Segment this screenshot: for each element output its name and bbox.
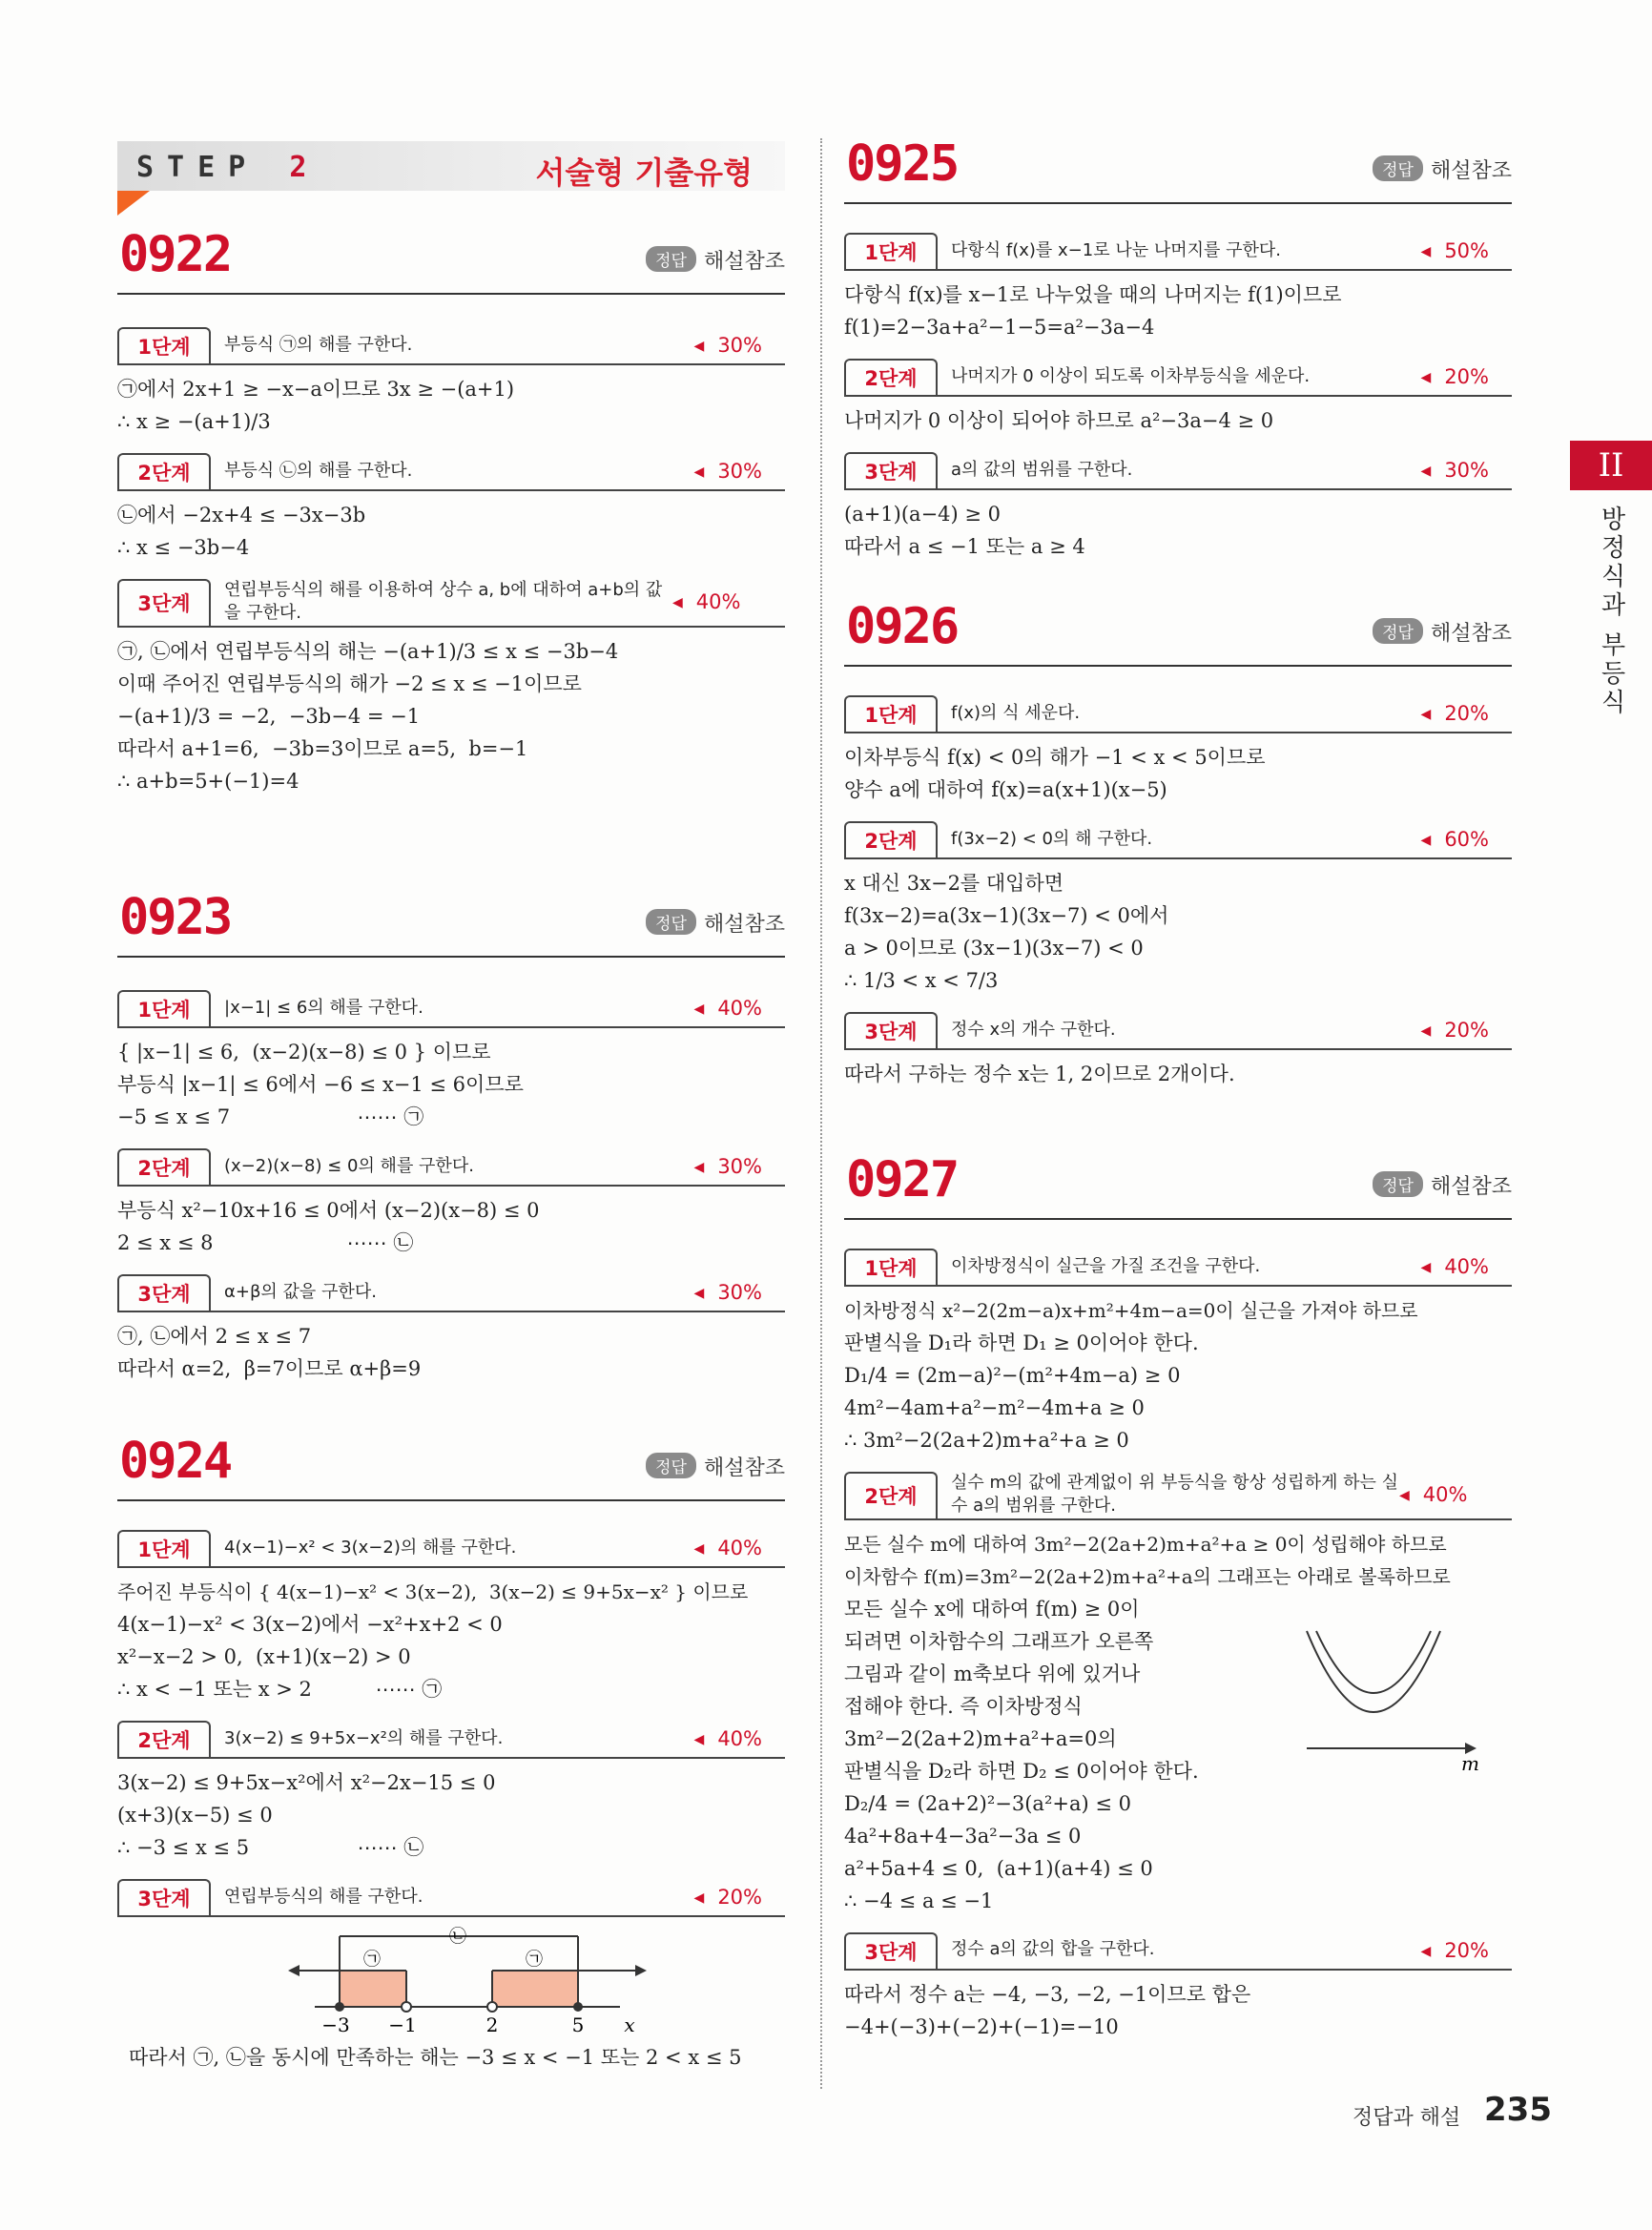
stage-description: 정수 x의 개수 구한다.: [951, 1019, 1116, 1040]
solution-lines: [844, 498, 1512, 563]
answer-reference: 정답 해설참조: [646, 245, 785, 275]
stage-percent: ◀ 40%: [672, 590, 763, 613]
solution-line: 판별식을 D₂라 하면 D₂ ≤ 0이어야 한다.: [844, 1759, 1199, 1783]
solution-line: a²+5a+4 ≤ 0, (a+1)(a+4) ≤ 0: [844, 1856, 1153, 1880]
step-label: STEP 2: [136, 151, 320, 184]
problem-0922: [117, 224, 785, 797]
axis-label: m: [1461, 1752, 1479, 1774]
answer-reference: 정답 해설참조: [646, 908, 785, 938]
problem-number: 0925: [846, 135, 959, 193]
stage-percent: ◀ 40%: [694, 1727, 785, 1750]
stage-percent: ◀ 60%: [1421, 828, 1512, 851]
section-tab: II: [1570, 441, 1652, 490]
stage-label: 2단계: [844, 1472, 938, 1518]
banner-corner-triangle: [117, 191, 150, 216]
problem-number: 0926: [846, 598, 959, 655]
tick-label: −1: [388, 2013, 417, 2036]
stage-description: f(3x−2) < 0의 해 구한다.: [951, 828, 1153, 849]
stage-description: a의 값의 범위를 구한다.: [951, 459, 1133, 480]
solution-line: 따라서 정수 a는 −4, −3, −2, −1이므로 합은: [844, 1982, 1251, 2006]
solution-line: −(a+1)/3 = −2, −3b−4 = −1: [117, 704, 421, 728]
solution-line: { |x−1| ≤ 6, (x−2)(x−8) ≤ 0 } 이므로: [117, 1041, 491, 1063]
problem-0924: [117, 1431, 785, 1917]
solution-lines: [117, 1766, 785, 1864]
problem-number: 0927: [846, 1151, 959, 1208]
solution-line: 접해야 한다. 즉 이차방정식: [844, 1694, 1083, 1718]
solution-line: x²−x−2 > 0, (x+1)(x−2) > 0: [117, 1645, 411, 1668]
stage-label: 1단계: [117, 990, 211, 1026]
problem-0925: [844, 134, 1512, 563]
solution-line: 나머지가 0 이상이 되어야 하므로 a²−3a−4 ≥ 0: [844, 409, 1274, 432]
stage-description: 연립부등식의 해를 이용하여 상수 a, b에 대하여 a+b의 값을 구한다.: [224, 580, 663, 624]
solution-line: (a+1)(a−4) ≥ 0: [844, 503, 1002, 526]
stage-description: 부등식 ㉠의 해를 구한다.: [224, 334, 413, 355]
footer-label: 정답과 해설: [1353, 2106, 1461, 2130]
stage-label: 2단계: [117, 1721, 211, 1757]
solution-line: 부등식 |x−1| ≤ 6에서 −6 ≤ x−1 ≤ 6이므로: [117, 1073, 524, 1096]
solution-line: 이차함수 f(m)=3m²−2(2a+2)m+a²+a의 그래프는 아래로 볼록하므로: [844, 1564, 1451, 1588]
solution-line: 주어진 부등식이 { 4(x−1)−x² < 3(x−2), 3(x−2) ≤ 9+5x−x² } 이므로: [117, 1580, 749, 1603]
stage-percent: ◀ 20%: [1421, 702, 1512, 725]
solution-line: ㉡에서 −2x+4 ≤ −3x−3b: [117, 504, 366, 527]
step-row: [844, 452, 1512, 490]
stage-label: 2단계: [844, 821, 938, 857]
solution-line: ∴ x ≥ −(a+1)/3: [117, 410, 271, 433]
answer-badge: 정답: [646, 909, 696, 935]
solution-lines: [844, 1294, 1512, 1456]
answer-reference: 정답 해설참조: [1373, 1170, 1512, 1200]
mark-2: ㉡: [449, 1927, 466, 1947]
solution-line: −5 ≤ x ≤ 7 ⋯⋯ ㉠: [117, 1105, 424, 1128]
stage-description: 나머지가 0 이상이 되도록 이차부등식을 세운다.: [951, 365, 1311, 386]
solution-lines: [117, 499, 785, 564]
stage-description: 연립부등식의 해를 구한다.: [224, 1886, 423, 1907]
solution-line: 3(x−2) ≤ 9+5x−x²에서 x²−2x−15 ≤ 0: [117, 1771, 496, 1794]
solution-line: 이차부등식 f(x) < 0의 해가 −1 < x < 5이므로: [844, 746, 1266, 769]
solution-line: ∴ x < −1 또는 x > 2 ⋯⋯ ㉠: [117, 1678, 443, 1701]
stage-percent: ◀ 40%: [1399, 1483, 1490, 1506]
stage-percent: ◀ 40%: [694, 997, 785, 1020]
stage-label: 1단계: [844, 233, 938, 269]
solution-line: ㉠, ㉡에서 연립부등식의 해는 −(a+1)/3 ≤ x ≤ −3b−4: [117, 639, 619, 663]
stage-description: |x−1| ≤ 6의 해를 구한다.: [224, 997, 423, 1018]
solution-line: 판별식을 D₁라 하면 D₁ ≥ 0이어야 한다.: [844, 1332, 1199, 1354]
problem-header: [844, 134, 1512, 204]
solution-lines: [844, 279, 1512, 343]
answer-badge: 정답: [646, 1453, 696, 1478]
problem-0926: [844, 596, 1512, 1090]
solution-lines: [844, 741, 1512, 806]
stage-percent: ◀ 20%: [1421, 365, 1512, 388]
stage-description: 실수 m의 값에 관계없이 위 부등식을 항상 성립하게 하는 실수 a의 범위를 구한다.: [951, 1473, 1398, 1517]
mark-1-left: ㉠: [363, 1950, 381, 1970]
solution-line: f(3x−2)=a(3x−1)(3x−7) < 0에서: [844, 904, 1169, 927]
solution-line: ∴ a+b=5+(−1)=4: [117, 769, 299, 793]
solution-line: 따라서 a+1=6, −3b=3이므로 a=5, b=−1: [117, 736, 528, 760]
stage-percent: ◀ 30%: [694, 1281, 785, 1304]
answer-badge: 정답: [1373, 1171, 1423, 1197]
stage-label: 1단계: [844, 1249, 938, 1285]
problem-header: [844, 1149, 1512, 1220]
stage-percent: ◀ 20%: [1421, 1939, 1512, 1962]
solution-line: a > 0이므로 (3x−1)(3x−7) < 0: [844, 937, 1144, 960]
stage-percent: ◀ 20%: [694, 1886, 785, 1909]
stage-label: 1단계: [117, 1530, 211, 1566]
tick-label: 2: [485, 2013, 499, 2036]
step-row: [117, 1879, 785, 1917]
stage-label: 2단계: [117, 453, 211, 489]
stage-percent: ◀ 30%: [694, 1155, 785, 1178]
stage-description: f(x)의 식 세운다.: [951, 702, 1081, 723]
stage-label: 3단계: [117, 1879, 211, 1915]
stage-percent: ◀ 20%: [1421, 1019, 1512, 1042]
parabola-figure: [1297, 1621, 1488, 1774]
step-row: [844, 1249, 1512, 1287]
solution-lines: [844, 404, 1512, 437]
solution-line: ∴ 1/3 < x < 7/3: [844, 969, 999, 992]
answer-badge: 정답: [1373, 155, 1423, 181]
solution-line: 따라서 구하는 정수 x는 1, 2이므로 2개이다.: [844, 1063, 1235, 1085]
number-line-figure: [277, 1927, 658, 2041]
problem-header: [117, 887, 785, 958]
tick-label: 5: [571, 2013, 585, 2036]
column-divider: [820, 138, 822, 2089]
stage-description: 3(x−2) ≤ 9+5x−x²의 해를 구한다.: [224, 1727, 504, 1748]
answer-badge: 정답: [1373, 618, 1423, 644]
answer-reference: 정답 해설참조: [1373, 155, 1512, 184]
solution-line: f(1)=2−3a+a²−1−5=a²−3a−4: [844, 316, 1155, 339]
stage-description: α+β의 값을 구한다.: [224, 1281, 377, 1302]
step-row: [117, 1530, 785, 1568]
solution-line: 모든 실수 m에 대하여 3m²−2(2a+2)m+a²+a ≥ 0이 성립해야 하므로: [844, 1532, 1447, 1556]
solution-line: 따라서 α=2, β=7이므로 α+β=9: [117, 1357, 422, 1380]
problem-number: 0924: [119, 1433, 232, 1490]
problem-0924-conclusion: 따라서 ㉠, ㉡을 동시에 만족하는 해는 −3 ≤ x < −1 또는 2 < x ≤ 5: [129, 2046, 742, 2069]
step-row: [117, 327, 785, 365]
solution-line: 2 ≤ x ≤ 8 ⋯⋯ ㉡: [117, 1231, 414, 1254]
stage-label: 2단계: [117, 1148, 211, 1185]
solution-lines: [117, 1576, 785, 1705]
stage-label: 3단계: [844, 1932, 938, 1969]
solution-lines: [117, 635, 785, 797]
stage-description: 부등식 ㉡의 해를 구한다.: [224, 460, 413, 481]
step-row: [117, 1274, 785, 1312]
stage-label: 1단계: [117, 327, 211, 363]
stage-label: 2단계: [844, 359, 938, 395]
problem-number: 0922: [119, 226, 232, 283]
stage-description: 4(x−1)−x² < 3(x−2)의 해를 구한다.: [224, 1537, 517, 1558]
problem-header: [844, 596, 1512, 667]
parabola-curve-outer: [1307, 1631, 1440, 1712]
step-row: [844, 1932, 1512, 1971]
solution-line: 그림과 같이 m축보다 위에 있거나: [844, 1662, 1141, 1685]
solution-line: 이차방정식 x²−2(2m−a)x+m²+4m−a=0이 실근을 가져야 하므로: [844, 1299, 1418, 1322]
answer-badge: 정답: [646, 246, 696, 272]
solution-line: 모든 실수 x에 대하여 f(m) ≥ 0이: [844, 1597, 1140, 1621]
step-row: [844, 821, 1512, 859]
stage-percent: ◀ 40%: [1421, 1255, 1512, 1278]
solution-lines: [844, 1978, 1512, 2043]
stage-label: 3단계: [844, 452, 938, 488]
tick-label: −3: [321, 2013, 350, 2036]
stage-percent: ◀ 50%: [1421, 239, 1512, 262]
solution-lines: [117, 373, 785, 438]
solution-line: x 대신 3x−2를 대입하면: [844, 872, 1064, 895]
problem-0927: [844, 1149, 1512, 2043]
mark-1-right: ㉠: [526, 1950, 543, 1970]
stage-label: 1단계: [844, 695, 938, 732]
stage-label: 3단계: [117, 1274, 211, 1311]
interval-shade-1: [340, 1971, 406, 2007]
solution-line: 4a²+8a+4−3a²−3a ≤ 0: [844, 1824, 1082, 1848]
step-banner: [117, 141, 785, 191]
stage-description: 정수 a의 값의 합을 구한다.: [951, 1939, 1155, 1960]
solution-lines: [117, 1320, 785, 1385]
step-row: [117, 990, 785, 1028]
solution-lines: [117, 1036, 785, 1133]
solution-line: ∴ −3 ≤ x ≤ 5 ⋯⋯ ㉡: [117, 1836, 424, 1859]
stage-description: (x−2)(x−8) ≤ 0의 해를 구한다.: [224, 1155, 474, 1176]
solution-line: 4m²−4am+a²−m²−4m+a ≥ 0: [844, 1396, 1145, 1419]
stage-percent: ◀ 30%: [1421, 459, 1512, 482]
solution-line: ∴ x ≤ −3b−4: [117, 536, 250, 559]
solution-line: 이때 주어진 연립부등식의 해가 −2 ≤ x ≤ −1이므로: [117, 671, 582, 695]
solution-lines: [844, 867, 1512, 997]
solution-line: 부등식 x²−10x+16 ≤ 0에서 (x−2)(x−8) ≤ 0: [117, 1199, 540, 1222]
solution-line: 양수 a에 대하여 f(x)=a(x+1)(x−5): [844, 778, 1167, 801]
step-row: [844, 1012, 1512, 1050]
stage-label: 3단계: [844, 1012, 938, 1048]
stage-percent: ◀ 30%: [694, 334, 785, 357]
stage-description: 다항식 f(x)를 x−1로 나눈 나머지를 구한다.: [951, 239, 1281, 260]
solution-line: (x+3)(x−5) ≤ 0: [117, 1804, 273, 1827]
solution-line: 따라서 a ≤ −1 또는 a ≥ 4: [844, 535, 1085, 558]
stage-label: 3단계: [117, 579, 211, 626]
solution-line: ㉠에서 2x+1 ≥ −x−a이므로 3x ≥ −(a+1): [117, 378, 515, 401]
stage-percent: ◀ 30%: [694, 460, 785, 483]
step-row: [117, 579, 785, 628]
step-row: [844, 359, 1512, 397]
interval-shade-2: [492, 1971, 578, 2007]
solution-lines: [117, 1194, 785, 1259]
stage-description: 이차방정식이 실근을 가질 조건을 구한다.: [951, 1255, 1261, 1276]
step-title: 서술형 기출유형: [535, 155, 753, 191]
solution-line: ㉠, ㉡에서 2 ≤ x ≤ 7: [117, 1325, 312, 1348]
stage-percent: ◀ 40%: [694, 1537, 785, 1559]
solution-line: 4(x−1)−x² < 3(x−2)에서 −x²+x+2 < 0: [117, 1613, 503, 1636]
step-row: [117, 453, 785, 491]
solution-line: 되려면 이차함수의 그래프가 오른쪽: [844, 1629, 1154, 1653]
solution-line: 다항식 f(x)를 x−1로 나누었을 때의 나머지는 f(1)이므로: [844, 283, 1342, 306]
problem-header: [117, 224, 785, 295]
step-row: [844, 233, 1512, 271]
solution-line: 3m²−2(2a+2)m+a²+a=0의: [844, 1726, 1117, 1750]
section-title: 방정식과 부등식: [1597, 506, 1625, 718]
step-row: [117, 1148, 785, 1187]
answer-reference: 정답 해설참조: [646, 1452, 785, 1481]
step-row: [844, 1472, 1512, 1520]
page-number: 235: [1484, 2091, 1552, 2129]
solution-line: ∴ −4 ≤ a ≤ −1: [844, 1889, 994, 1912]
solution-line: D₁/4 = (2m−a)²−(m²+4m−a) ≥ 0: [844, 1364, 1181, 1387]
solution-line: D₂/4 = (2a+2)²−3(a²+a) ≤ 0: [844, 1791, 1131, 1815]
solution-line: −4+(−3)+(−2)+(−1)=−10: [844, 2014, 1119, 2038]
problem-number: 0923: [119, 889, 232, 946]
step-row: [844, 695, 1512, 733]
problem-0923: [117, 887, 785, 1385]
problem-header: [117, 1431, 785, 1501]
step-row: [117, 1721, 785, 1759]
axis-label: x: [624, 2013, 635, 2036]
solution-line: ∴ 3m²−2(2a+2)m+a²+a ≥ 0: [844, 1429, 1129, 1452]
solution-lines: [844, 1058, 1512, 1090]
answer-reference: 정답 해설참조: [1373, 617, 1512, 647]
